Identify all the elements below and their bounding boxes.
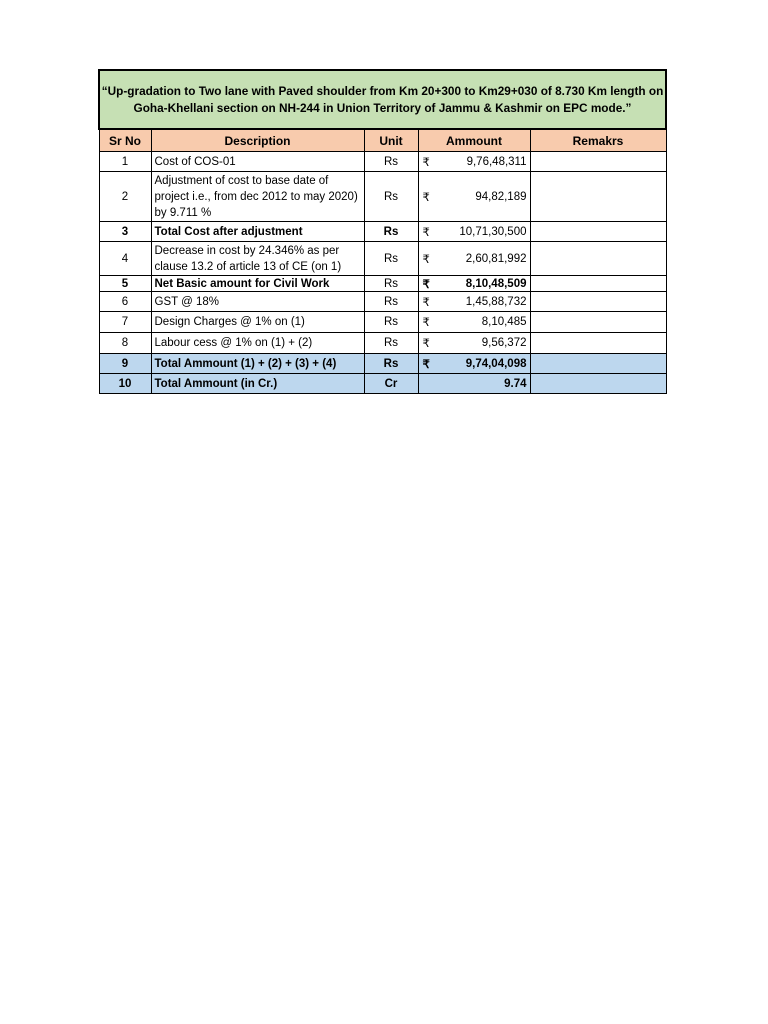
header-remarks: Remakrs — [530, 129, 666, 152]
sr-no-cell: 1 — [99, 152, 151, 172]
rupee-symbol: ₹ — [418, 172, 436, 222]
description-cell: Total Ammount (in Cr.) — [151, 374, 364, 394]
unit-cell: Rs — [364, 333, 418, 354]
remarks-cell — [530, 354, 666, 374]
table-title: “Up-gradation to Two lane with Paved shoulder from Km 20+300 to Km29+030 of 8.730 Km length on Goha-Khellani section on NH-244 in Union Territory of Jammu & Kashmir on EPC mode.” — [99, 70, 666, 129]
remarks-cell — [530, 292, 666, 312]
rupee-symbol: ₹ — [418, 333, 436, 354]
header-description: Description — [151, 129, 364, 152]
unit-cell: Rs — [364, 292, 418, 312]
cost-table — [98, 69, 667, 394]
header-unit: Unit — [364, 129, 418, 152]
sr-no-cell: 5 — [99, 276, 151, 292]
remarks-cell — [530, 152, 666, 172]
unit-cell: Cr — [364, 374, 418, 394]
description-cell: Net Basic amount for Civil Work — [151, 276, 364, 292]
description-cell: Decrease in cost by 24.346% as per clause 13.2 of article 13 of CE (on 1) — [151, 242, 364, 276]
amount-cell: 2,60,81,992 — [436, 242, 530, 276]
sr-no-cell: 3 — [99, 222, 151, 242]
amount-cell: 9,76,48,311 — [436, 152, 530, 172]
rupee-symbol: ₹ — [418, 222, 436, 242]
description-cell: Adjustment of cost to base date of project i.e., from dec 2012 to may 2020) by 9.711 % — [151, 172, 364, 222]
table-row — [99, 222, 666, 242]
table-row — [99, 292, 666, 312]
amount-cell: 8,10,48,509 — [436, 276, 530, 292]
table-row — [99, 374, 666, 394]
sr-no-cell: 4 — [99, 242, 151, 276]
sr-no-cell: 6 — [99, 292, 151, 312]
unit-cell: Rs — [364, 312, 418, 333]
remarks-cell — [530, 276, 666, 292]
remarks-cell — [530, 242, 666, 276]
rupee-symbol: ₹ — [418, 152, 436, 172]
unit-cell: Rs — [364, 222, 418, 242]
unit-cell: Rs — [364, 172, 418, 222]
unit-cell: Rs — [364, 242, 418, 276]
amount-cell: 9,56,372 — [436, 333, 530, 354]
remarks-cell — [530, 312, 666, 333]
rupee-symbol: ₹ — [418, 354, 436, 374]
amount-cell: 9,74,04,098 — [436, 354, 530, 374]
amount-cell: 8,10,485 — [436, 312, 530, 333]
amount-cell: 9.74 — [418, 374, 530, 394]
description-cell: Labour cess @ 1% on (1) + (2) — [151, 333, 364, 354]
amount-cell: 10,71,30,500 — [436, 222, 530, 242]
sr-no-cell: 2 — [99, 172, 151, 222]
table-row — [99, 242, 666, 276]
header-row — [99, 129, 666, 152]
table-row — [99, 312, 666, 333]
table-row — [99, 152, 666, 172]
table-row — [99, 276, 666, 292]
rupee-symbol: ₹ — [418, 292, 436, 312]
unit-cell: Rs — [364, 276, 418, 292]
remarks-cell — [530, 333, 666, 354]
sr-no-cell: 8 — [99, 333, 151, 354]
unit-cell: Rs — [364, 152, 418, 172]
rupee-symbol: ₹ — [418, 276, 436, 292]
amount-cell: 94,82,189 — [436, 172, 530, 222]
table-row — [99, 333, 666, 354]
unit-cell: Rs — [364, 354, 418, 374]
sr-no-cell: 7 — [99, 312, 151, 333]
sr-no-cell: 10 — [99, 374, 151, 394]
remarks-cell — [530, 172, 666, 222]
header-sr-no: Sr No — [99, 129, 151, 152]
remarks-cell — [530, 222, 666, 242]
remarks-cell — [530, 374, 666, 394]
description-cell: Cost of COS-01 — [151, 152, 364, 172]
amount-cell: 1,45,88,732 — [436, 292, 530, 312]
table-row — [99, 172, 666, 222]
sr-no-cell: 9 — [99, 354, 151, 374]
description-cell: Total Cost after adjustment — [151, 222, 364, 242]
description-cell: GST @ 18% — [151, 292, 364, 312]
table-row — [99, 354, 666, 374]
description-cell: Total Ammount (1) + (2) + (3) + (4) — [151, 354, 364, 374]
header-amount: Ammount — [418, 129, 530, 152]
rupee-symbol: ₹ — [418, 312, 436, 333]
description-cell: Design Charges @ 1% on (1) — [151, 312, 364, 333]
rupee-symbol: ₹ — [418, 242, 436, 276]
